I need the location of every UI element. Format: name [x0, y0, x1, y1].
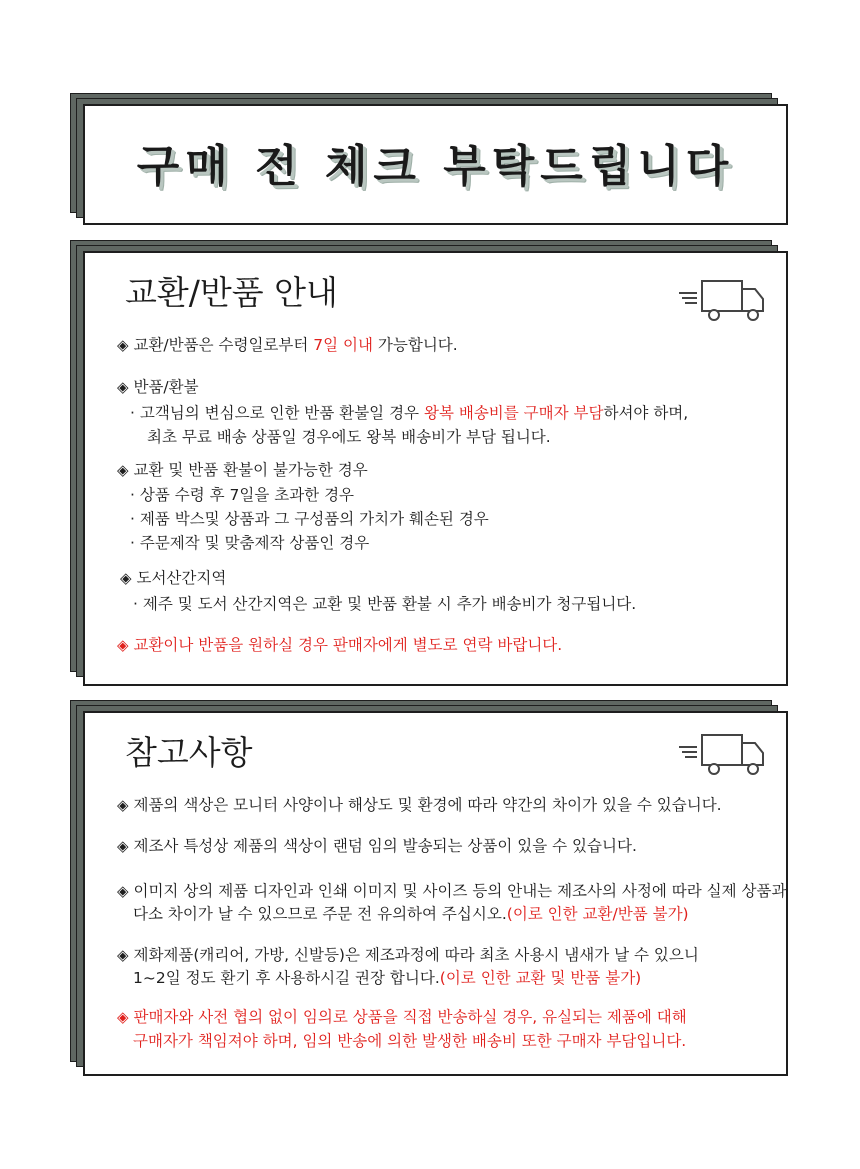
text-line [117, 879, 786, 901]
text-line: · 제품 박스및 상품과 그 구성품의 가치가 훼손된 경우 [130, 510, 489, 528]
text-part: 반품/환불 [133, 378, 199, 396]
text-part: 판매자와 사전 협의 없이 임의로 상품을 직접 반송하실 경우, 유실되는 제품에 대해 [133, 1008, 687, 1026]
diamond-bullet: ◈ [117, 1008, 129, 1026]
text-line [117, 793, 722, 815]
truck-icon [675, 279, 767, 323]
text-line [120, 566, 226, 588]
notes-panel [70, 700, 790, 1078]
page-title: 구매 전 체크 부탁드립니다 [136, 141, 735, 192]
text-part: 도서산간지역 [136, 569, 227, 587]
text-part: 교환 및 반품 환불이 불가능한 경우 [133, 461, 368, 479]
text-line [117, 458, 368, 480]
highlight-text: (이로 인한 교환/반품 불가) [506, 905, 689, 923]
truck-icon [675, 733, 767, 777]
text-line [130, 401, 688, 423]
text-line [117, 333, 458, 355]
text-part: 제화제품(캐리어, 가방, 신발등)은 제조과정에 따라 최초 사용시 냄새가 날 수 있으니 [133, 946, 699, 964]
text-line: 최초 무료 배송 상품일 경우에도 왕복 배송비가 부담 됩니다. [147, 428, 551, 446]
text-line [117, 943, 699, 965]
diamond-bullet: ◈ [117, 336, 129, 354]
text-part: 가능합니다. [372, 336, 458, 354]
highlight-text: 7일 이내 [313, 336, 373, 354]
notice-line: 구매자가 책임져야 하며, 임의 반송에 의한 발생한 배송비 또한 구매자 부담입니다. [133, 1032, 687, 1050]
diamond-bullet: ◈ [117, 378, 129, 396]
text-part: 다소 차이가 날 수 있으므로 주문 전 유의하여 주십시오. [133, 905, 507, 923]
diamond-bullet: ◈ [117, 461, 129, 479]
diamond-bullet: ◈ [117, 636, 129, 654]
text-line [133, 966, 641, 988]
highlight-text: (이로 인한 교환 및 반품 불가) [439, 969, 642, 987]
panel-card [83, 251, 788, 686]
text-part: 하셔야 하며, [603, 404, 689, 422]
text-line [117, 375, 199, 397]
title-banner [70, 93, 790, 228]
section-heading: 교환/반품 안내 [125, 273, 338, 312]
exchange-return-panel [70, 240, 790, 688]
text-line: · 주문제작 및 맞춤제작 상품인 경우 [130, 534, 370, 552]
diamond-bullet: ◈ [120, 569, 132, 587]
text-part: 1~2일 정도 환기 후 사용하시길 권장 합니다. [133, 969, 440, 987]
diamond-bullet: ◈ [117, 882, 129, 900]
text-part: 교환이나 반품을 원하실 경우 판매자에게 별도로 연락 바랍니다. [133, 636, 563, 654]
panel-card [83, 711, 788, 1076]
text-part: 제품의 색상은 모니터 사양이나 해상도 및 환경에 따라 약간의 차이가 있을 수 있습니다. [133, 796, 722, 814]
title-banner-card [83, 104, 788, 225]
diamond-bullet: ◈ [117, 946, 129, 964]
notice-line [117, 1005, 687, 1027]
text-part: 제조사 특성상 제품의 색상이 랜덤 임의 발송되는 상품이 있을 수 있습니다. [133, 837, 637, 855]
text-part: 교환/반품은 수령일로부터 [133, 336, 314, 354]
diamond-bullet: ◈ [117, 837, 129, 855]
section-heading: 참고사항 [125, 733, 253, 772]
text-line: · 제주 및 도서 산간지역은 교환 및 반품 환불 시 추가 배송비가 청구됩니다. [133, 595, 637, 613]
text-line: · 상품 수령 후 7일을 초과한 경우 [130, 486, 355, 504]
text-line [117, 834, 637, 856]
notice-line [117, 633, 562, 655]
text-part: · 고객님의 변심으로 인한 반품 환불일 경우 [130, 404, 424, 422]
diamond-bullet: ◈ [117, 796, 129, 814]
text-part: 이미지 상의 제품 디자인과 인쇄 이미지 및 사이즈 등의 안내는 제조사의 사정에 따라 실제 상품과 [133, 882, 787, 900]
highlight-text: 왕복 배송비를 구매자 부담 [423, 404, 604, 422]
text-line [133, 902, 689, 924]
